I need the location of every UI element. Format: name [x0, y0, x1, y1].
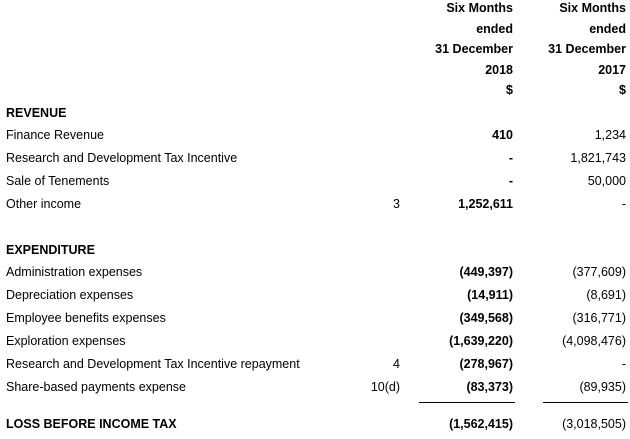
table-row [0, 380, 630, 400]
row-value-2017: (8,691) [586, 288, 626, 302]
row-note: 10(d) [370, 380, 400, 394]
row-value-2018: 410 [492, 128, 513, 142]
header-col-2018-line2: ended [476, 21, 513, 36]
row-value-2017: (377,609) [572, 265, 626, 279]
total-label: LOSS BEFORE INCOME TAX [6, 417, 177, 431]
header-col-2018-line4: 2018 [485, 62, 513, 77]
total-value-2017: (3,018,505) [562, 417, 626, 431]
row-value-2017: 1,234 [594, 128, 626, 142]
table-row [0, 265, 630, 285]
row-value-2017: 50,000 [587, 174, 626, 188]
table-row [0, 151, 630, 171]
row-value-2017: (316,771) [572, 311, 626, 325]
row-value-2018: (278,967) [459, 357, 513, 371]
row-label: Sale of Tenements [6, 174, 110, 188]
subtotal-rule-2017 [543, 402, 628, 403]
total-value-2018: (1,562,415) [449, 417, 513, 431]
row-label: Employee benefits expenses [6, 311, 166, 325]
subtotal-rule-2018 [419, 402, 515, 403]
header-col-2018 [435, 0, 513, 101]
row-value-2018: 1,252,611 [458, 197, 513, 211]
expenditure-title: EXPENDITURE [6, 243, 95, 257]
row-value-2017: 1,821,743 [570, 151, 626, 165]
table-row [0, 288, 630, 308]
row-value-2018: - [508, 151, 513, 165]
header-col-2017-line2: ended [589, 21, 626, 36]
expenditure-heading [0, 243, 630, 263]
row-value-2018: - [508, 174, 513, 188]
row-note: 4 [393, 357, 400, 371]
header-col-2017-line1: Six Months [559, 1, 626, 15]
row-value-2017: (89,935) [579, 380, 626, 394]
table-row [0, 311, 630, 331]
row-label: Research and Development Tax Incentive repayment [6, 357, 300, 371]
revenue-heading [0, 106, 630, 126]
row-label: Share-based payments expense [6, 380, 186, 394]
row-label: Administration expenses [6, 265, 143, 279]
row-value-2018: (349,568) [459, 311, 513, 325]
header-col-2017-line3: 31 December [548, 42, 626, 56]
row-value-2018: (14,911) [467, 288, 513, 302]
header-col-2017-line5: $ [619, 83, 626, 97]
header-col-2018-line3: 31 December [435, 42, 513, 56]
header-col-2018-line1: Six Months [446, 1, 513, 15]
table-row [0, 334, 630, 354]
row-label: Exploration expenses [6, 334, 126, 348]
table-row [0, 357, 630, 377]
revenue-title: REVENUE [6, 106, 67, 120]
row-value-2017: - [621, 357, 626, 371]
header-col-2018-line5: $ [506, 83, 513, 97]
total-row [0, 417, 630, 437]
row-label: Research and Development Tax Incentive [6, 151, 238, 165]
row-value-2017: (4,098,476) [562, 334, 626, 348]
row-label: Depreciation expenses [6, 288, 134, 302]
row-label: Other income [6, 197, 82, 211]
table-row [0, 197, 630, 217]
row-label: Finance Revenue [6, 128, 104, 142]
row-value-2017: - [621, 197, 626, 211]
row-note: 3 [393, 197, 400, 211]
row-value-2018: (449,397) [459, 265, 513, 279]
row-value-2018: (1,639,220) [449, 334, 513, 348]
table-row [0, 174, 630, 194]
header-col-2017 [548, 0, 626, 101]
table-row [0, 128, 630, 148]
row-value-2018: (83,373) [466, 380, 513, 394]
header-col-2017-line4: 2017 [598, 62, 626, 77]
